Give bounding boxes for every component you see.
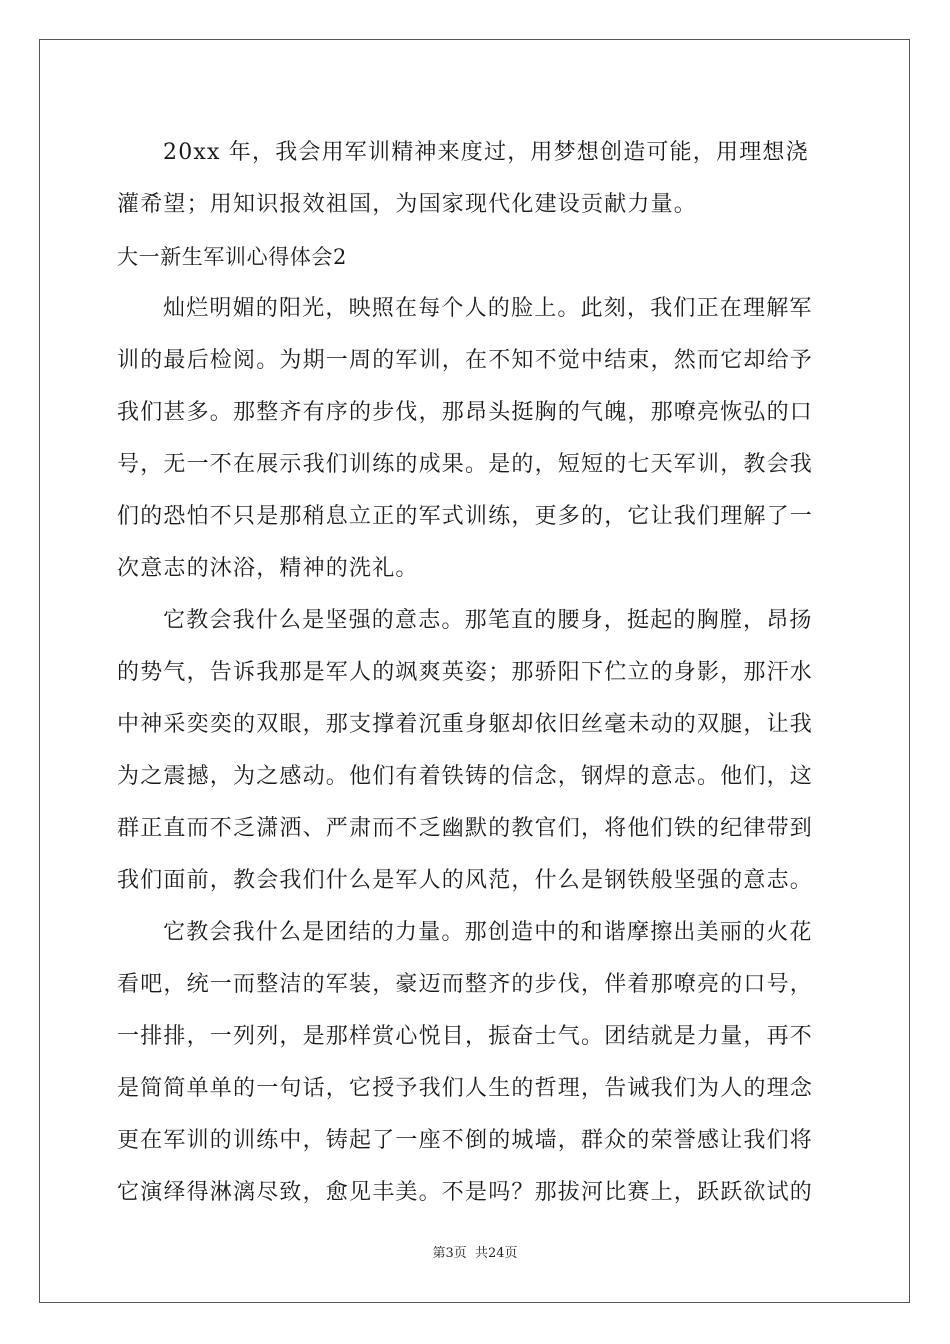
- page-number: 第3页: [432, 1246, 467, 1261]
- text-line: 一排排，一列列，是那样赏心悦目，振奋士气。团结就是力量，再不: [117, 1024, 814, 1049]
- text-line: 20xx 年，我会用军训精神来度过，用梦想创造可能，用理想浇: [163, 140, 809, 165]
- text-line: 它演绎得淋漓尽致，愈见丰美。不是吗？那拔河比赛上，跃跃欲试的: [117, 1180, 814, 1205]
- text-line: 是简简单单的一句话，它授予我们人生的哲理，告诫我们为人的理念: [117, 1076, 814, 1101]
- text-line: 我们甚多。那整齐有序的步伐，那昂头挺胸的气魄，那嘹亮恢弘的口: [117, 400, 814, 425]
- text-line: 训的最后检阅。为期一周的军训，在不知不觉中结束，然而它却给予: [117, 348, 814, 373]
- text-line: 号，无一不在展示我们训练的成果。是的，短短的七天军训，教会我: [117, 452, 814, 477]
- text-line: 群正直而不乏潇洒、严肃而不乏幽默的教官们，将他们铁的纪律带到: [117, 816, 814, 841]
- text-line: 为之震撼，为之感动。他们有着铁铸的信念，钢焊的意志。他们，这: [117, 764, 814, 789]
- text-line: 它教会我什么是坚强的意志。那笔直的腰身，挺起的胸膛，昂扬: [163, 608, 813, 633]
- text-line: 灌希望；用知识报效祖国，为国家现代化建设贡献力量。: [117, 192, 698, 217]
- text-line: 次意志的沐浴，精神的洗礼。: [117, 556, 419, 581]
- document-body: [117, 127, 833, 1219]
- text-line: 们的恐怕不只是那稍息立正的军式训练，更多的，它让我们理解了一: [117, 504, 814, 529]
- text-line: 我们面前，教会我们什么是军人的风范，什么是钢铁般坚强的意志。: [117, 868, 814, 893]
- section-heading: 大一新生军训心得体会2: [117, 245, 347, 269]
- page-footer: [0, 1242, 950, 1261]
- text-line: 更在军训的训练中，铸起了一座不倒的城墙，群众的荣誉感让我们将: [117, 1128, 814, 1153]
- text-line: 看吧，统一而整洁的军装，豪迈而整齐的步伐，伴着那嘹亮的口号，: [117, 972, 814, 997]
- text-line: 的势气，告诉我那是军人的飒爽英姿；那骄阳下伫立的身影，那汗水: [117, 660, 814, 685]
- text-line: 灿烂明媚的阳光，映照在每个人的脸上。此刻，我们正在理解军: [163, 296, 813, 321]
- text-line: 它教会我什么是团结的力量。那创造中的和谐摩擦出美丽的火花: [163, 920, 813, 945]
- page-total: 共24页: [474, 1246, 518, 1261]
- text-line: 中神采奕奕的双眼，那支撑着沉重身躯却依旧丝毫未动的双腿，让我: [117, 712, 814, 737]
